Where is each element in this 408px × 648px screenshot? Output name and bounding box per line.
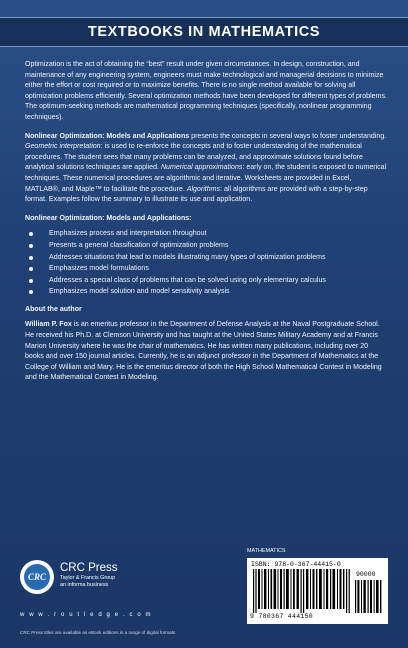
feature-item [25, 276, 387, 287]
crc-logo-icon [20, 560, 54, 594]
book-title-inline: Nonlinear Optimization: Models and Applications [25, 132, 190, 140]
feature-text: Addresses a special class of problems that can be solved using only elementary calculus [49, 276, 326, 284]
about-text: is an emeritus professor in the Department of Defense Analysis at the Naval Postgraduate School. He received his Ph.D. at Clemson University and has taught at the United States Military Academy and at Francis Marion University where he was the chair of mathematics. He has written many publications, including over 20 books and over 150 journal articles. Currently, he is an adjunct professor in the Department of Mathematics at the College of William and Mary. He is the emeritus director of both the High School Mathematical Contest in Modeling and the Mathematical Contest in Modeling. [25, 321, 382, 382]
description-paragraph [25, 132, 387, 206]
intro-paragraph: Optimization is the act of obtaining the “best” result under given circumstances. In design, construction, and maintenance of any engineering system, engineers must make technological and managerial decisions to minimize either the effort or cost required or to maximize benefits. There is no single method available for solving all optimization problems efficiently. Several optimization methods have been developed for different types of problems. The optimum-seeking methods are mathematical programming techniques (specifically, nonlinear programming techniques). [25, 61, 387, 121]
bullet-icon [29, 290, 33, 294]
publisher-name: CRC Press [60, 562, 118, 574]
feature-item [25, 241, 387, 252]
price-code: 90000 [356, 571, 376, 578]
bullet-icon [29, 279, 33, 283]
series-title: TEXTBOOKS IN MATHEMATICS [87, 24, 321, 40]
feature-text: Emphasizes model formulations [49, 265, 149, 273]
description-text-4: : all algorithms are provided with a step-by-step format. Examples follow the summary to illustrate its use and application. [25, 185, 368, 204]
barcode-icon [253, 569, 351, 613]
cover-text [25, 60, 387, 392]
numerical-label: Numerical approximations [160, 164, 243, 172]
author-name: William P. Fox [25, 321, 72, 329]
price-barcode-icon [355, 580, 383, 613]
publisher-tagline: an informa business [60, 582, 109, 588]
bullet-icon [29, 232, 33, 236]
publisher-logo [20, 560, 180, 600]
description-text-2: : is used to re-enforce the concepts and to foster understanding of the mathematical procedures. The student sees that many problems can be analyzed, and approximate solutions found before analytical solutions techniques are applied. [25, 143, 363, 172]
publisher-group: Taylor & Francis Group [60, 575, 116, 581]
geometric-label: Geometric interpretation [25, 143, 101, 151]
bullet-icon [29, 244, 33, 248]
features-list [25, 229, 387, 298]
description-text-1: presents the concepts in several ways to foster understanding. [189, 132, 387, 140]
series-banner [0, 17, 408, 47]
website-url: w w w . r o u t l e d g e . c o m [20, 612, 153, 618]
feature-item [25, 229, 387, 240]
feature-item [25, 287, 387, 298]
feature-text: Presents a general classification of optimization problems [49, 241, 229, 249]
feature-text: Addresses situations that lead to models illustrating many types of optimization problems [49, 253, 326, 261]
feature-text: Emphasizes process and interpretation throughout [49, 230, 207, 238]
feature-item [25, 253, 387, 264]
description-text-3: : early on, the student is exposed to numerical techniques. These numerical procedures are algorithmic and iterative. Worksheets are provided in Excel, MATLAB®, and Maple™ to facilitate the procedure. [25, 164, 387, 193]
bullet-icon [29, 256, 33, 260]
about-heading: About the author [25, 305, 82, 313]
crc-logo-mark: CRC [24, 564, 50, 590]
feature-item [25, 264, 387, 275]
ean-number: 9 780367 444150 [250, 613, 314, 620]
barcode-box [247, 558, 388, 624]
bullet-icon [29, 267, 33, 271]
about-paragraph [25, 320, 387, 384]
feature-text: Emphasizes model solution and model sensitivity analysis [49, 288, 230, 296]
ebook-disclaimer: CRC Press titles are available as eBook editions in a range of digital formats [20, 630, 176, 635]
category-label: MATHEMATICS [247, 548, 286, 554]
features-heading: Nonlinear Optimization: Models and Applications: [25, 214, 192, 222]
publisher-text [60, 562, 118, 589]
algorithms-label: Algorithms [186, 185, 221, 193]
isbn-text: ISBN: 978-0-367-44415-0 [251, 561, 341, 568]
